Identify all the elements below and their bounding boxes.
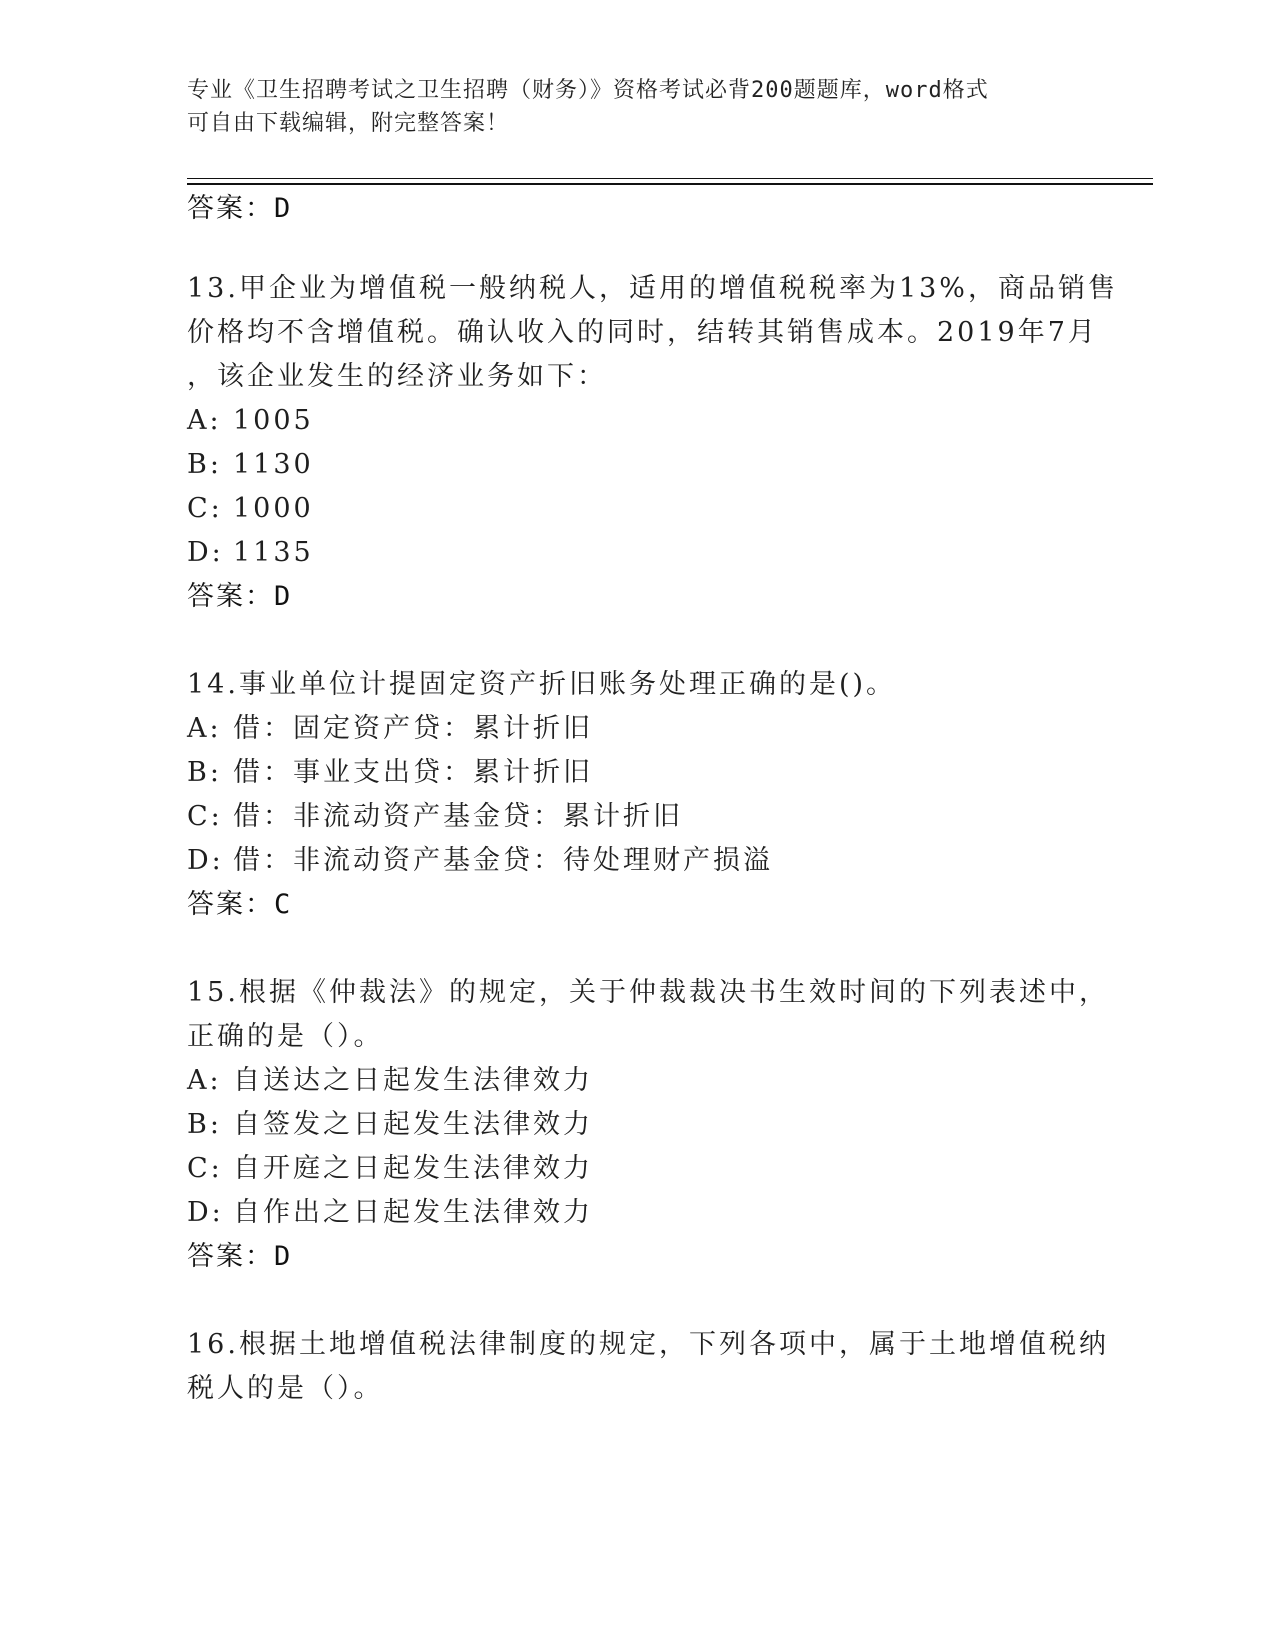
question-16-line-1: 16.根据土地增值税法律制度的规定，下列各项中，属于土地增值税纳 xyxy=(187,1329,1109,1360)
option-label: B: xyxy=(187,757,222,788)
option-label: D: xyxy=(187,1197,224,1228)
question-13-line-1: 13.甲企业为增值税一般纳税人，适用的增值税税率为13%，商品销售 xyxy=(187,273,1118,304)
header-divider-thin xyxy=(187,178,1153,179)
option-text: 自作出之日起发生法律效力 xyxy=(233,1197,593,1228)
option-text: 借：固定资产贷：累计折旧 xyxy=(233,713,593,744)
question-15-option-a xyxy=(187,1058,593,1104)
option-label: C: xyxy=(187,493,223,524)
question-15-answer: 答案：D xyxy=(187,1241,293,1272)
option-label: B: xyxy=(187,449,222,480)
option-text: 借：非流动资产基金贷：待处理财产损溢 xyxy=(233,845,773,876)
option-label: A: xyxy=(187,713,222,744)
question-15-option-c xyxy=(187,1146,593,1192)
question-15-line-1: 15.根据《仲裁法》的规定，关于仲裁裁决书生效时间的下列表述中， xyxy=(187,977,1109,1008)
previous-answer: 答案：D xyxy=(187,193,293,224)
option-label: D: xyxy=(187,845,224,876)
option-text: 1000 xyxy=(233,493,314,524)
option-text: 借：事业支出贷：累计折旧 xyxy=(233,757,593,788)
header-line-2: 可自由下载编辑，附完整答案！ xyxy=(187,111,510,136)
question-13-answer: 答案：D xyxy=(187,581,293,612)
question-14-option-b xyxy=(187,750,593,796)
question-14-option-c xyxy=(187,794,683,840)
header-divider-thick xyxy=(187,183,1153,185)
option-label: A: xyxy=(187,405,222,436)
option-text: 自开庭之日起发生法律效力 xyxy=(233,1153,593,1184)
question-13-line-2: 价格均不含增值税。确认收入的同时，结转其销售成本。2019年7月 xyxy=(187,317,1098,348)
option-text: 借：非流动资产基金贷：累计折旧 xyxy=(233,801,683,832)
option-label: C: xyxy=(187,1153,223,1184)
option-label: B: xyxy=(187,1109,222,1140)
question-13-option-c xyxy=(187,486,314,532)
question-13-option-d xyxy=(187,530,314,576)
question-14-answer: 答案：C xyxy=(187,889,293,920)
document-header xyxy=(187,74,1067,140)
question-14-line-1: 14.事业单位计提固定资产折旧账务处理正确的是()。 xyxy=(187,669,897,700)
question-14-option-a xyxy=(187,706,593,752)
option-text: 自送达之日起发生法律效力 xyxy=(233,1065,593,1096)
option-label: D: xyxy=(187,537,224,568)
option-label: A: xyxy=(187,1065,222,1096)
option-text: 1005 xyxy=(233,405,314,436)
option-label: C: xyxy=(187,801,223,832)
question-13-line-3: ，该企业发生的经济业务如下： xyxy=(187,361,607,392)
question-15-line-2: 正确的是（）。 xyxy=(187,1021,384,1052)
question-15-option-b xyxy=(187,1102,593,1148)
option-text: 1130 xyxy=(233,449,314,480)
question-15-option-d xyxy=(187,1190,593,1236)
question-13-option-b xyxy=(187,442,314,488)
question-14-option-d xyxy=(187,838,773,884)
question-16-line-2: 税人的是（）。 xyxy=(187,1373,384,1404)
question-13-option-a xyxy=(187,398,314,444)
option-text: 1135 xyxy=(233,537,314,568)
option-text: 自签发之日起发生法律效力 xyxy=(233,1109,593,1140)
header-line-1: 专业《卫生招聘考试之卫生招聘（财务）》资格考试必背200题题库，word格式 xyxy=(187,78,989,103)
